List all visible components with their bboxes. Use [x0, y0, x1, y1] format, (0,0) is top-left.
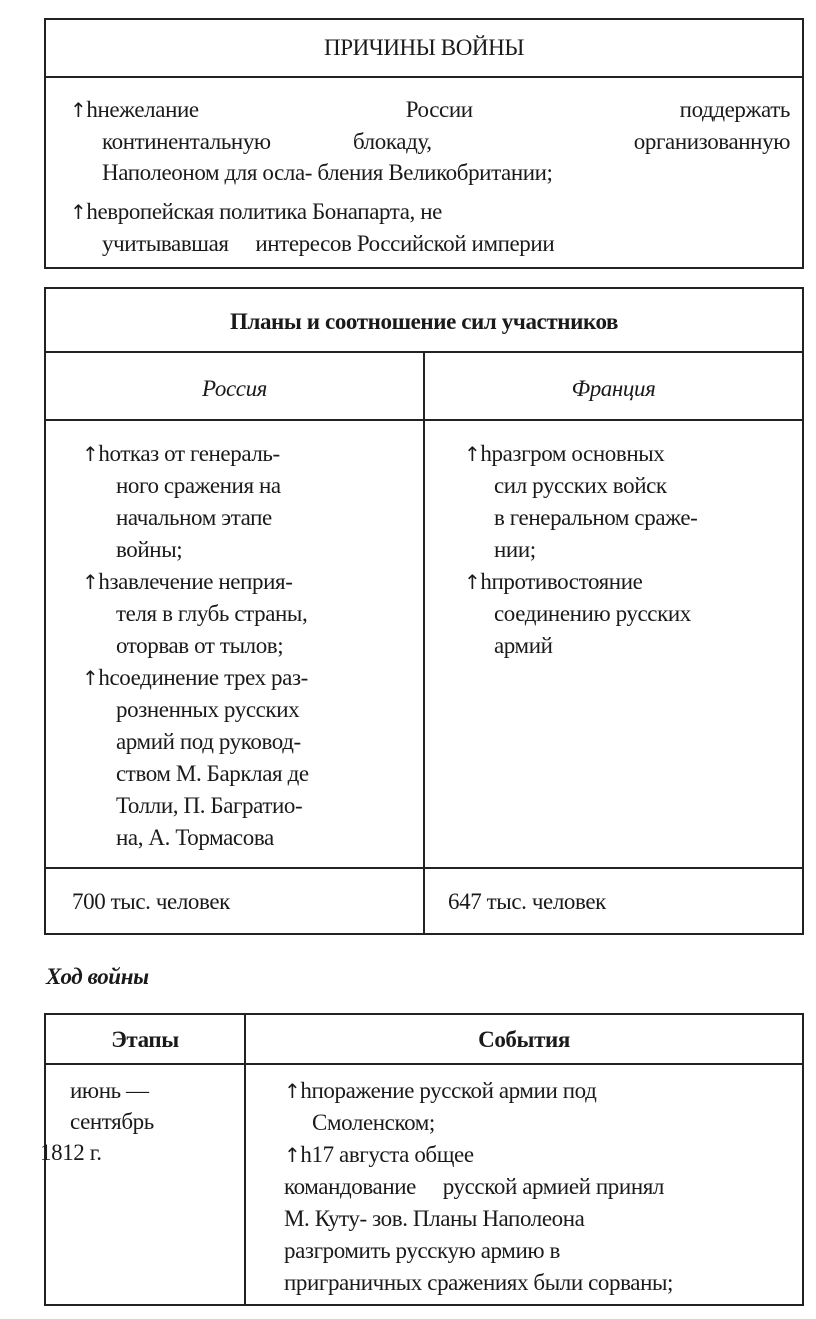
france-plan-item-1	[464, 438, 697, 566]
course-event-1-line: поражение русской армии под	[311, 1078, 597, 1103]
course-header-divider	[46, 1063, 802, 1065]
russia-plan-item-1-line: начальном этапе	[116, 505, 272, 530]
russia-plan-item-3	[82, 662, 309, 854]
plans-table	[44, 287, 804, 935]
russia-plan-item-2	[82, 566, 309, 662]
arrow-up-bullet-icon: ↑	[284, 1079, 301, 1103]
bullet-code: h	[98, 569, 110, 594]
causes-item-2-line-1	[70, 196, 554, 228]
bullet-code: h	[98, 441, 110, 466]
causes-item-1-line-1	[70, 94, 790, 126]
arrow-up-bullet-icon: ↑	[70, 98, 87, 122]
plans-title: Планы и соотношение сил участников	[229, 309, 619, 334]
causes-title: ПРИЧИНЫ ВОЙНЫ	[323, 35, 524, 60]
russia-header: Россия	[202, 376, 267, 401]
causes-item-2-text: европейская политика Бонапарта, не	[97, 199, 442, 224]
course-stage-line: июнь —	[70, 1078, 149, 1103]
russia-force-count: 700 тыс. человек	[72, 889, 230, 914]
russia-plan-item-2-line: завлечение неприя-	[109, 569, 293, 594]
russia-plan-list	[82, 438, 309, 854]
arrow-up-bullet-icon: ↑	[284, 1143, 301, 1167]
arrow-up-bullet-icon: ↑	[464, 442, 481, 466]
russia-plan-item-3-line: ством М. Барклая де	[116, 761, 309, 786]
russia-plan-item-1-line: войны;	[116, 537, 183, 562]
causes-item-1-line-2	[70, 126, 790, 157]
arrow-up-bullet-icon: ↑	[70, 200, 87, 224]
causes-item-1	[70, 94, 790, 188]
france-plan-list	[464, 438, 697, 662]
france-plan-item-2-line: соединению русских	[494, 601, 691, 626]
russia-plan-item-3-line: соединение трех раз-	[109, 665, 308, 690]
course-event-2-line: 17 августа общее	[311, 1142, 474, 1167]
causes-header-divider	[46, 76, 802, 78]
russia-plan-item-1	[82, 438, 309, 566]
course-events-cell	[284, 1075, 673, 1299]
france-force-count: 647 тыс. человек	[448, 889, 606, 914]
course-stage-cell	[40, 1075, 154, 1168]
causes-item-1-word-2: России	[405, 97, 473, 122]
causes-item-1-word-3: поддержать	[679, 97, 790, 122]
causes-item-1-word-1: нежелание	[97, 97, 199, 122]
course-event-2-line: приграничных сражениях были сорваны;	[284, 1270, 674, 1295]
course-column-divider	[244, 1015, 246, 1304]
arrow-up-bullet-icon: ↑	[464, 570, 481, 594]
france-plan-item-2-line: противостояние	[491, 569, 643, 594]
arrow-up-bullet-icon: ↑	[82, 570, 99, 594]
bullet-code: h	[300, 1142, 312, 1167]
bullet-code: h	[86, 97, 98, 122]
causes-item-1-word-6: организованную	[633, 129, 790, 154]
course-event-1-line: Смоленском;	[312, 1110, 435, 1135]
bullet-code: h	[300, 1078, 312, 1103]
france-plan-item-1-line: разгром основных	[491, 441, 665, 466]
russia-plan-item-3-line: армий под руковод-	[116, 729, 301, 754]
bullet-code: h	[480, 569, 492, 594]
bullet-code: h	[86, 199, 98, 224]
russia-plan-item-3-line: Толли, П. Багратио-	[116, 793, 303, 818]
causes-item-1-word-5: блокаду,	[352, 129, 432, 154]
france-plan-item-2	[464, 566, 697, 662]
causes-item-1-word-4: континентальную	[102, 129, 271, 154]
france-plan-item-1-line: сил русских войск	[494, 473, 667, 498]
russia-plan-item-2-line: теля в глубь страны,	[116, 601, 308, 626]
france-plan-item-1-line: в генеральном сраже-	[494, 505, 698, 530]
course-event-2-line: командование русской армией принял	[284, 1174, 664, 1199]
course-event-item-2	[284, 1139, 673, 1299]
france-plan-item-2-line: армий	[494, 633, 553, 658]
course-col-events: События	[478, 1027, 570, 1052]
course-stage-line: сентябрь	[70, 1109, 154, 1134]
course-event-2-line: М. Куту- зов. Планы Наполеона	[284, 1206, 585, 1231]
france-plan-item-1-line: нии;	[494, 537, 536, 562]
course-event-2-line: разгромить русскую армию в	[284, 1238, 560, 1263]
course-col-stages: Этапы	[111, 1027, 179, 1052]
course-table	[40, 1013, 804, 1306]
russia-plan-item-1-line: отказ от генераль-	[109, 441, 280, 466]
russia-plan-item-1-line: ного сражения на	[116, 473, 281, 498]
course-heading: Ход войны	[46, 964, 149, 989]
causes-item-1-line-3: Наполеоном для осла- бления Великобритании;	[102, 160, 553, 185]
russia-plan-item-2-line: оторвав от тылов;	[116, 633, 284, 658]
causes-table	[44, 18, 804, 269]
arrow-up-bullet-icon: ↑	[82, 666, 99, 690]
arrow-up-bullet-icon: ↑	[82, 442, 99, 466]
causes-item-2	[70, 196, 554, 259]
course-event-item-1	[284, 1075, 673, 1139]
russia-plan-item-3-line: на, А. Тормасова	[116, 825, 274, 850]
bullet-code: h	[98, 665, 110, 690]
bullet-code: h	[480, 441, 492, 466]
causes-item-2-line-2: учитывавшая интересов Российской империи	[102, 231, 555, 256]
course-stage-line: 1812 г.	[40, 1140, 102, 1165]
russia-plan-item-3-line: розненных русских	[116, 697, 300, 722]
france-header: Франция	[571, 376, 656, 401]
causes-item-1-lead	[70, 94, 199, 126]
plans-column-divider	[423, 351, 425, 933]
